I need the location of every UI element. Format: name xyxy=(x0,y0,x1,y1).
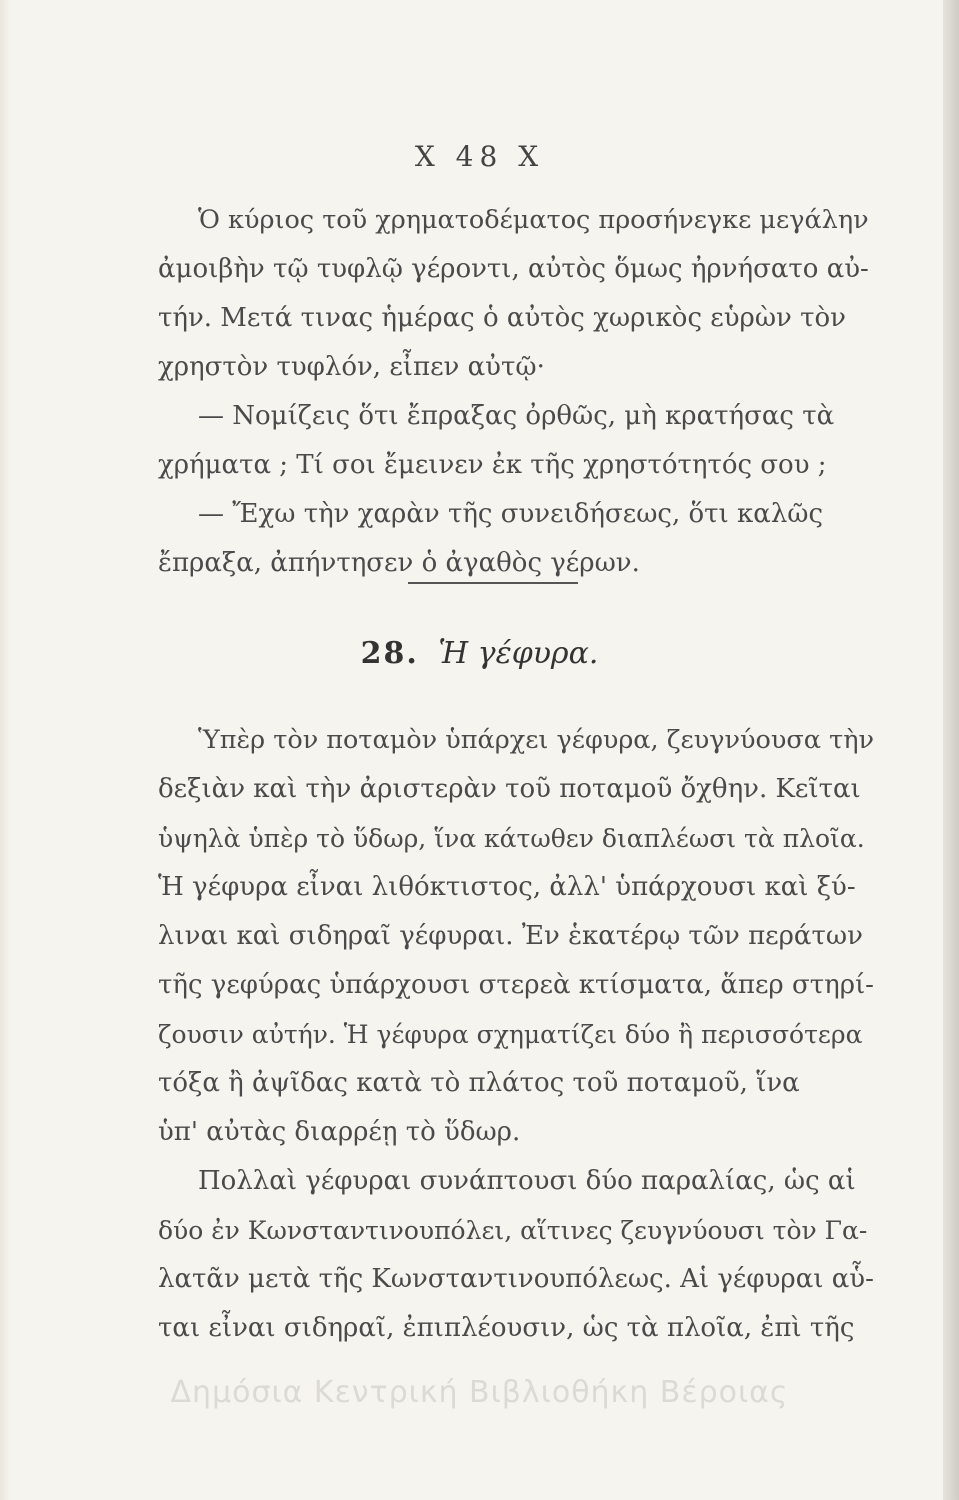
text-line: — Νομίζεις ὅτι ἔπραξας ὀρθῶς, μὴ κρατήσας τὰ xyxy=(198,401,835,431)
section-divider xyxy=(408,582,578,584)
text-line: Ἡ γέφυρα εἶναι λιθόκτιστος, ἀλλ' ὑπάρχουσι καὶ ξύ- xyxy=(158,872,856,902)
text-line: ἀμοιβὴν τῷ τυφλῷ γέροντι, αὐτὸς ὅμως ἠρνήσατο αὐ- xyxy=(158,254,869,284)
text-line: ὑπ' αὐτὰς διαρρέῃ τὸ ὕδωρ. xyxy=(158,1117,521,1147)
text-line: λατᾶν μετὰ τῆς Κωνσταντινουπόλεως. Αἱ γέφυραι αὗ- xyxy=(158,1264,874,1294)
text-line: δύο ἐν Κωνσταντινουπόλει, αἵτινες ζευγνύουσι τὸν Γα- xyxy=(158,1216,868,1245)
text-line: τόξα ἢ ἀψῖδας κατὰ τὸ πλάτος τοῦ ποταμοῦ, ἵνα xyxy=(158,1068,800,1098)
text-line: Ὑπὲρ τὸν ποταμὸν ὑπάρχει γέφυρα, ζευγνύουσα τὴν xyxy=(198,725,874,755)
story-ending-paragraph xyxy=(158,196,874,588)
section-number: 28. xyxy=(360,636,419,671)
text-line: χρηστὸν τυφλόν, εἶπεν αὐτῷ· xyxy=(158,352,545,382)
text-line: τήν. Μετά τινας ἡμέρας ὁ αὐτὸς χωρικὸς εὑρὼν τὸν xyxy=(158,303,846,333)
text-line: ζουσιν αὐτήν. Ἡ γέφυρα σχηματίζει δύο ἢ περισσότερα xyxy=(158,1020,863,1049)
page-left-edge xyxy=(0,0,10,1500)
page-number: Χ 48 Χ xyxy=(414,140,545,173)
text-line: τῆς γεφύρας ὑπάρχουσι στερεὰ κτίσματα, ἅπερ στηρί- xyxy=(158,970,874,1000)
library-watermark: Δημόσια Κεντρική Βιβλιοθήκη Βέροιας xyxy=(170,1375,789,1410)
text-line: Πολλαὶ γέφυραι συνάπτουσι δύο παραλίας, ὡς αἱ xyxy=(198,1166,856,1196)
text-line: λιναι καὶ σιδηραῖ γέφυραι. Ἐν ἑκατέρῳ τῶν περάτων xyxy=(158,921,863,951)
text-line: ται εἶναι σιδηραῖ, ἐπιπλέουσιν, ὡς τὰ πλοῖα, ἐπὶ τῆς xyxy=(158,1313,855,1343)
text-line: Ὁ κύριος τοῦ χρηματοδέματος προσήνεγκε μεγάλην xyxy=(198,205,869,235)
section-title: Ἡ γέφυρα. xyxy=(438,636,599,671)
bridge-paragraph xyxy=(158,716,874,1353)
text-line: — Ἔχω τὴν χαρὰν τῆς συνειδήσεως, ὅτι καλῶς xyxy=(198,499,824,529)
text-line: δεξιὰν καὶ τὴν ἀριστερὰν τοῦ ποταμοῦ ὄχθην. Κεῖται xyxy=(158,774,861,804)
section-heading xyxy=(0,636,959,671)
text-line: ἔπραξα, ἀπήντησεν ὁ ἀγαθὸς γέρων. xyxy=(158,548,640,578)
page-right-edge xyxy=(943,0,959,1500)
text-line: χρήματα ; Τί σοι ἔμεινεν ἐκ τῆς χρηστότητός σου ; xyxy=(158,450,827,480)
text-line: ὑψηλὰ ὑπὲρ τὸ ὕδωρ, ἵνα κάτωθεν διαπλέωσι τὰ πλοῖα. xyxy=(158,824,865,853)
